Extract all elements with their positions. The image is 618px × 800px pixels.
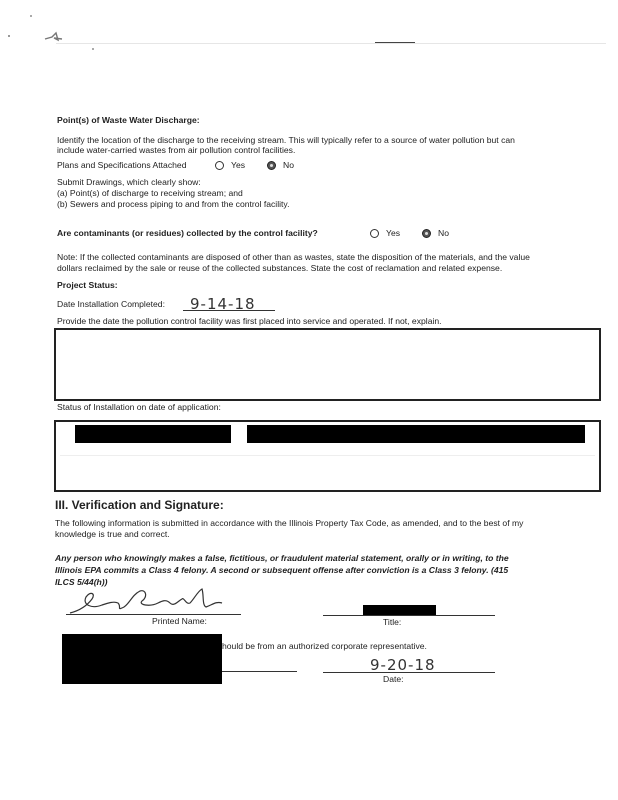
verification-info-line1: The following information is submitted in accordance with the Illinois Property Tax Code, as amended, and to the best of my bbox=[55, 518, 524, 528]
contaminants-note-line1: Note: If the collected contaminants are disposed of other than as wastes, state the disposition of the materials, and the value bbox=[57, 252, 530, 262]
contaminants-no-label: No bbox=[438, 228, 449, 238]
date-installation-label: Date Installation Completed: bbox=[57, 299, 165, 309]
submit-line3: (b) Sewers and process piping to and from the control facility. bbox=[57, 199, 290, 209]
plans-label: Plans and Specifications Attached bbox=[57, 160, 187, 170]
contaminants-yes-label: Yes bbox=[386, 228, 401, 238]
redaction-bar bbox=[75, 425, 231, 443]
signature-line-second bbox=[222, 671, 297, 672]
scan-artifact bbox=[44, 30, 64, 38]
submit-line2: (a) Point(s) of discharge to receiving stream; and bbox=[57, 188, 243, 198]
provide-date-text: Provide the date the pollution control facility was first placed into service and operated. If not, explain. bbox=[57, 316, 442, 326]
contaminants-question: Are contaminants (or residues) collected by the control facility? bbox=[57, 228, 318, 238]
discharge-instruction-line1: Identify the location of the discharge to the receiving stream. This will typically refer to a source of water pollution but can bbox=[57, 135, 515, 145]
contaminants-no-radio[interactable] bbox=[422, 229, 431, 238]
plans-yes-radio[interactable] bbox=[215, 161, 224, 170]
date-label: Date: bbox=[383, 674, 404, 684]
redaction-bar bbox=[363, 605, 436, 615]
printed-name-label: Printed Name: bbox=[152, 616, 207, 626]
contaminants-note-line2: dollars reclaimed by the sale or reuse of the collected substances. State the cost of reclamation and related expense. bbox=[57, 263, 503, 273]
signature bbox=[66, 585, 246, 617]
contaminants-yes-radio[interactable] bbox=[370, 229, 379, 238]
scan-dot bbox=[92, 48, 94, 50]
verification-heading: III. Verification and Signature: bbox=[55, 498, 224, 512]
signature-date-value[interactable]: 9-20-18 bbox=[370, 656, 436, 674]
date-installation-value[interactable]: 9-14-18 bbox=[190, 295, 256, 313]
explanation-box[interactable] bbox=[54, 328, 601, 401]
plans-no-label: No bbox=[283, 160, 294, 170]
plans-no-radio[interactable] bbox=[267, 161, 276, 170]
submit-line1: Submit Drawings, which clearly show: bbox=[57, 177, 201, 187]
status-installation-label: Status of Installation on date of application: bbox=[57, 402, 221, 412]
redaction-bar bbox=[247, 425, 585, 443]
authorized-rep-text: hould be from an authorized corporate representative. bbox=[222, 641, 427, 651]
project-status-heading: Project Status: bbox=[57, 280, 118, 290]
warning-line1: Any person who knowingly makes a false, fictitious, or fraudulent material statement, orally or in writing, to the bbox=[55, 553, 509, 563]
discharge-instruction-line2: include water-carried wastes from air pollution control facilities. bbox=[57, 145, 296, 155]
header-rule-dark bbox=[375, 42, 415, 43]
header-rule bbox=[56, 43, 606, 44]
title-line bbox=[323, 615, 495, 616]
printed-name-line bbox=[66, 614, 241, 615]
redaction-bar bbox=[62, 634, 222, 684]
scan-dot bbox=[8, 35, 10, 37]
scan-noise-line bbox=[60, 455, 595, 456]
warning-line3: ILCS 5/44(h)) bbox=[55, 577, 108, 587]
plans-yes-label: Yes bbox=[231, 160, 246, 170]
warning-line2: Illinois EPA commits a Class 4 felony. A second or subsequent offense after conviction is a Class 3 felony. (415 bbox=[55, 565, 509, 575]
verification-info-line2: knowledge is true and correct. bbox=[55, 529, 170, 539]
title-label: Title: bbox=[383, 617, 402, 627]
scan-dot bbox=[30, 15, 32, 17]
discharge-heading: Point(s) of Waste Water Discharge: bbox=[57, 115, 200, 125]
